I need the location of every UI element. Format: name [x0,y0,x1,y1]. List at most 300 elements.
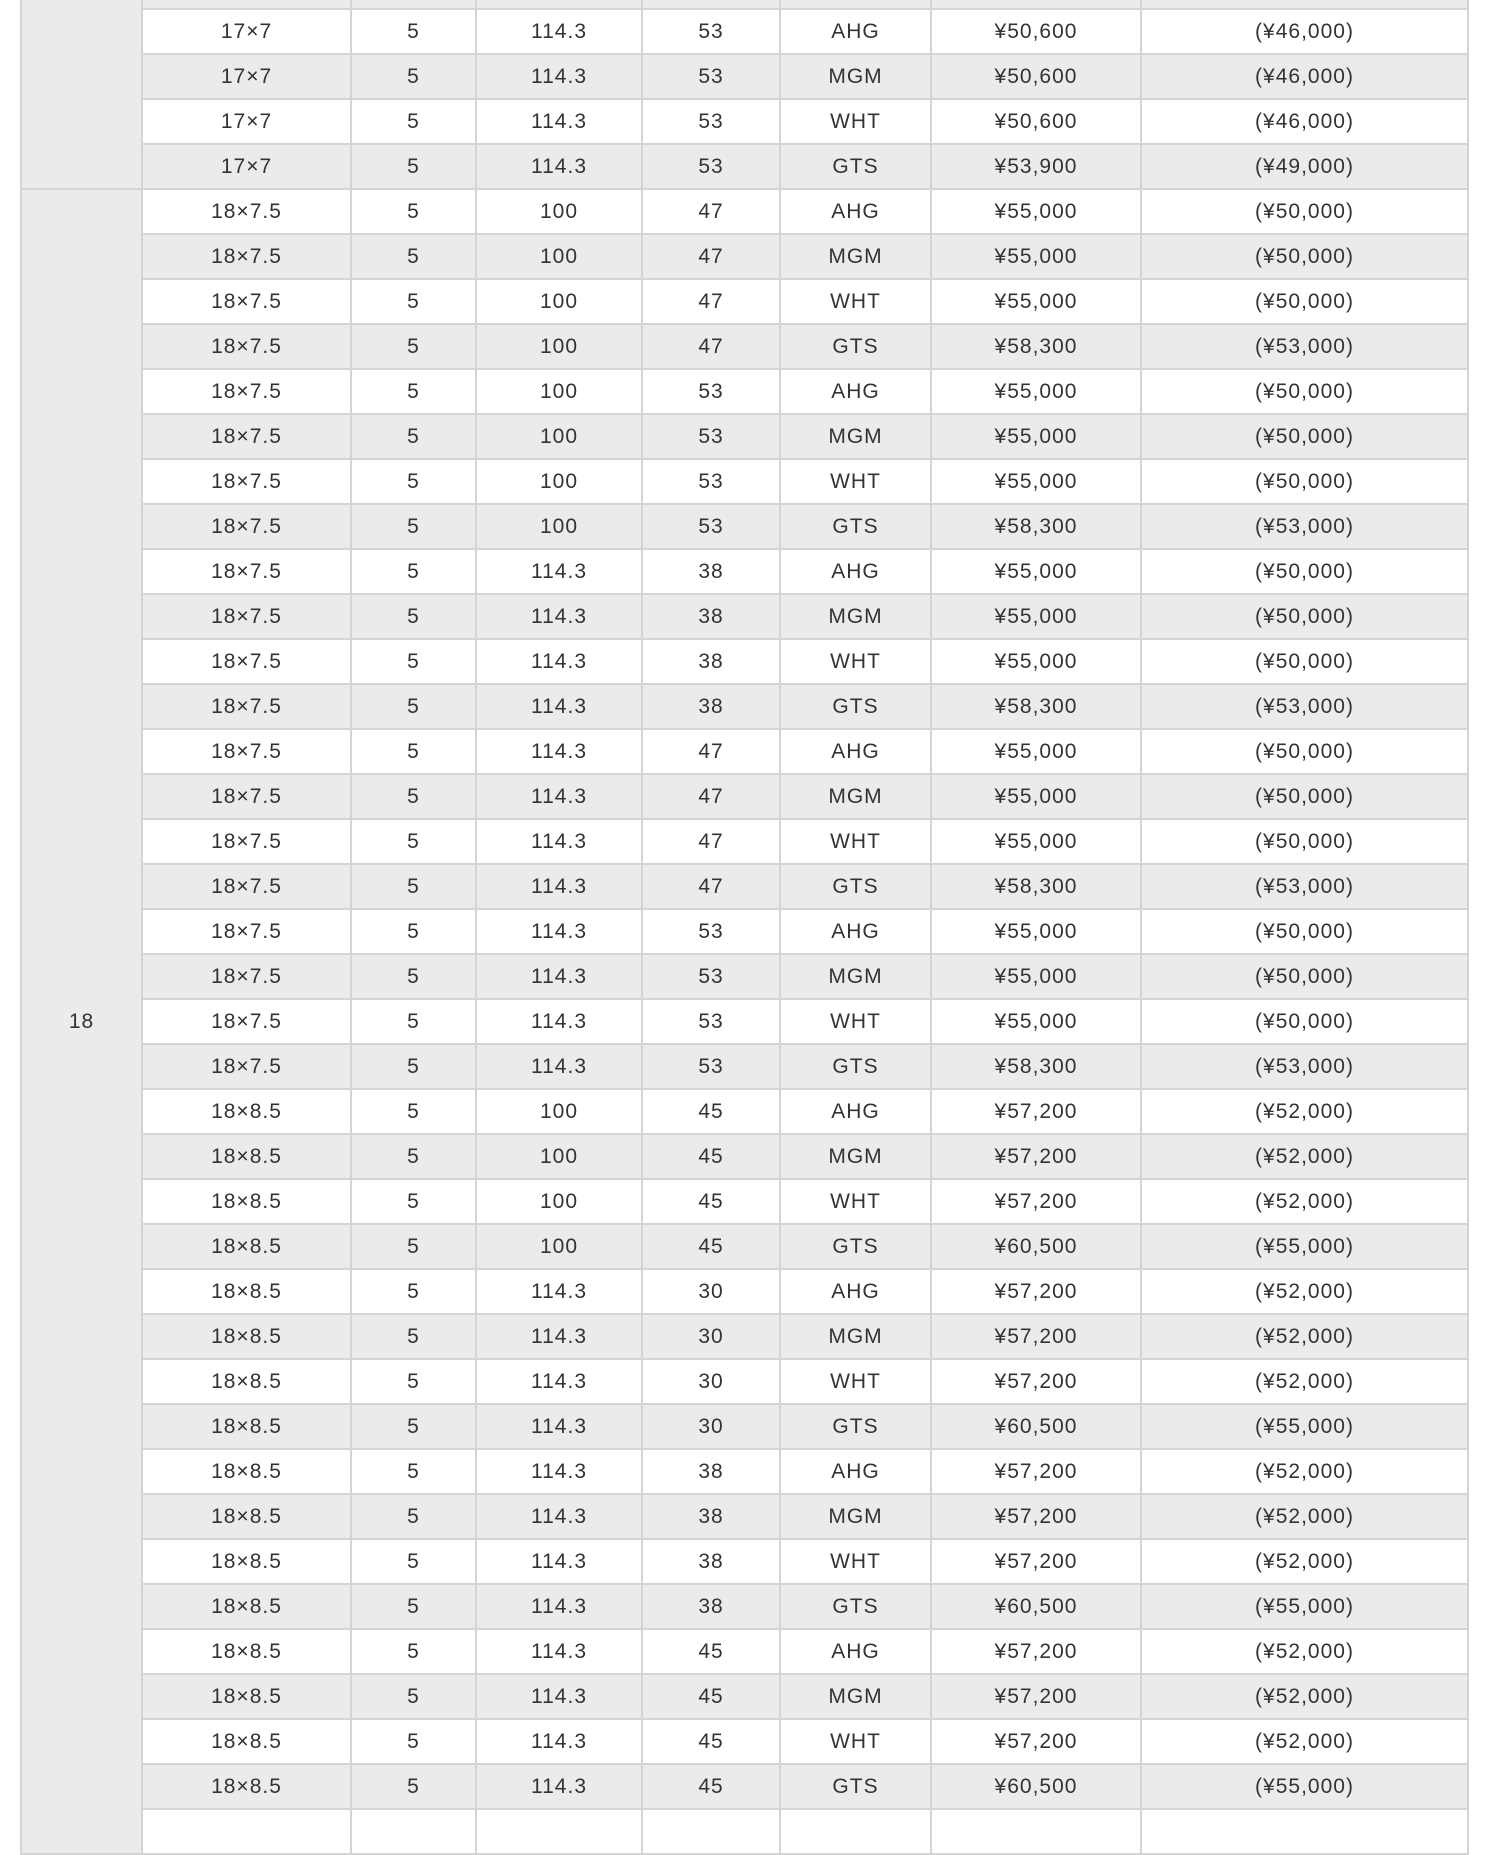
color-cell: WHT [780,99,931,144]
color-cell: AHG [780,729,931,774]
color-cell: AHG [780,1449,931,1494]
color-cell: GTS [780,1584,931,1629]
price-tax-excl-cell: (¥50,000) [1141,549,1468,594]
price-tax-incl-cell: ¥55,000 [931,999,1141,1044]
size-cell: 18×7.5 [142,279,351,324]
holes-cell: 5 [351,324,476,369]
pcd-cell: 114.3 [476,549,642,594]
price-tax-excl-cell: (¥46,000) [1141,54,1468,99]
holes-cell: 5 [351,189,476,234]
color-cell: MGM [780,774,931,819]
offset-cell [642,0,780,9]
price-tax-excl-cell [1141,0,1468,9]
price-tax-incl-cell: ¥57,200 [931,1359,1141,1404]
size-cell: 17×7 [142,9,351,54]
offset-cell: 47 [642,774,780,819]
price-tax-excl-cell: (¥50,000) [1141,774,1468,819]
table-row [21,234,1468,279]
pcd-cell: 114.3 [476,1314,642,1359]
offset-cell: 53 [642,144,780,189]
inch-group-cell [21,0,142,189]
pcd-cell: 114.3 [476,729,642,774]
price-tax-excl-cell: (¥50,000) [1141,639,1468,684]
offset-cell: 45 [642,1764,780,1809]
offset-cell: 38 [642,1494,780,1539]
size-cell: 18×7.5 [142,729,351,774]
table-row [21,9,1468,54]
holes-cell: 5 [351,1269,476,1314]
price-tax-incl-cell: ¥50,600 [931,99,1141,144]
size-cell: 17×7 [142,54,351,99]
price-tax-excl-cell: (¥55,000) [1141,1764,1468,1809]
size-cell: 18×8.5 [142,1134,351,1179]
price-tax-incl-cell: ¥57,200 [931,1089,1141,1134]
offset-cell: 53 [642,909,780,954]
pcd-cell: 114.3 [476,594,642,639]
price-tax-excl-cell: (¥55,000) [1141,1584,1468,1629]
price-tax-excl-cell: (¥53,000) [1141,684,1468,729]
price-tax-excl-cell: (¥52,000) [1141,1089,1468,1134]
price-tax-incl-cell [931,1809,1141,1854]
pcd-cell: 100 [476,1134,642,1179]
color-cell: MGM [780,594,931,639]
table-row [21,549,1468,594]
price-tax-incl-cell: ¥55,000 [931,774,1141,819]
price-tax-incl-cell: ¥55,000 [931,189,1141,234]
size-cell: 18×7.5 [142,504,351,549]
price-tax-excl-cell: (¥53,000) [1141,864,1468,909]
pcd-cell: 100 [476,414,642,459]
offset-cell: 30 [642,1269,780,1314]
table-row [21,144,1468,189]
color-cell: WHT [780,279,931,324]
holes-cell: 5 [351,1494,476,1539]
color-cell: WHT [780,999,931,1044]
pcd-cell: 114.3 [476,9,642,54]
price-tax-incl-cell: ¥55,000 [931,459,1141,504]
pcd-cell: 100 [476,369,642,414]
pcd-cell: 114.3 [476,1674,642,1719]
wheel-price-table-wrapper [20,0,1467,1855]
table-row [21,99,1468,144]
price-tax-incl-cell: ¥55,000 [931,549,1141,594]
holes-cell: 5 [351,819,476,864]
pcd-cell: 114.3 [476,684,642,729]
color-cell: WHT [780,1359,931,1404]
price-tax-incl-cell: ¥57,200 [931,1314,1141,1359]
color-cell: GTS [780,1404,931,1449]
offset-cell: 53 [642,459,780,504]
size-cell: 18×7.5 [142,594,351,639]
size-cell: 18×7.5 [142,819,351,864]
holes-cell: 5 [351,1404,476,1449]
pcd-cell: 114.3 [476,1404,642,1449]
offset-cell: 45 [642,1134,780,1179]
price-tax-incl-cell: ¥55,000 [931,234,1141,279]
holes-cell: 5 [351,234,476,279]
price-tax-incl-cell: ¥55,000 [931,369,1141,414]
holes-cell: 5 [351,279,476,324]
size-cell: 18×8.5 [142,1719,351,1764]
pcd-cell: 114.3 [476,1629,642,1674]
offset-cell: 38 [642,1584,780,1629]
offset-cell: 45 [642,1674,780,1719]
table-row [21,189,1468,234]
pcd-cell: 114.3 [476,1449,642,1494]
holes-cell: 5 [351,9,476,54]
pcd-cell: 100 [476,1179,642,1224]
pcd-cell: 114.3 [476,639,642,684]
table-row [21,1134,1468,1179]
price-tax-incl-cell: ¥57,200 [931,1179,1141,1224]
table-row [21,594,1468,639]
holes-cell: 5 [351,684,476,729]
color-cell: MGM [780,1494,931,1539]
table-row [21,1494,1468,1539]
color-cell: GTS [780,504,931,549]
size-cell: 18×8.5 [142,1629,351,1674]
price-tax-excl-cell: (¥52,000) [1141,1494,1468,1539]
table-row [21,954,1468,999]
price-tax-incl-cell: ¥55,000 [931,729,1141,774]
pcd-cell: 114.3 [476,999,642,1044]
pcd-cell: 114.3 [476,1269,642,1314]
color-cell: WHT [780,639,931,684]
price-tax-excl-cell: (¥52,000) [1141,1674,1468,1719]
holes-cell: 5 [351,414,476,459]
price-tax-excl-cell: (¥50,000) [1141,729,1468,774]
pcd-cell: 114.3 [476,864,642,909]
color-cell: MGM [780,54,931,99]
price-tax-excl-cell: (¥50,000) [1141,414,1468,459]
price-tax-incl-cell: ¥55,000 [931,279,1141,324]
table-row [21,1719,1468,1764]
size-cell: 18×7.5 [142,684,351,729]
holes-cell: 5 [351,1584,476,1629]
size-cell: 18×7.5 [142,414,351,459]
color-cell: AHG [780,549,931,594]
pcd-cell: 100 [476,189,642,234]
offset-cell: 38 [642,1539,780,1584]
color-cell: MGM [780,1674,931,1719]
table-row [21,54,1468,99]
size-cell [142,0,351,9]
price-tax-incl-cell: ¥57,200 [931,1134,1141,1179]
price-tax-incl-cell: ¥57,200 [931,1674,1141,1719]
price-tax-incl-cell: ¥57,200 [931,1719,1141,1764]
pcd-cell: 100 [476,459,642,504]
table-row [21,1359,1468,1404]
offset-cell: 53 [642,1044,780,1089]
pcd-cell: 114.3 [476,1044,642,1089]
offset-cell: 53 [642,999,780,1044]
table-row [21,1584,1468,1629]
table-row [21,774,1468,819]
price-tax-incl-cell: ¥55,000 [931,954,1141,999]
table-row [21,639,1468,684]
holes-cell: 5 [351,774,476,819]
price-tax-incl-cell: ¥58,300 [931,1044,1141,1089]
holes-cell [351,0,476,9]
color-cell: WHT [780,1179,931,1224]
table-row [21,1809,1468,1854]
price-tax-incl-cell: ¥60,500 [931,1764,1141,1809]
price-tax-incl-cell: ¥57,200 [931,1539,1141,1584]
price-tax-excl-cell: (¥52,000) [1141,1539,1468,1584]
color-cell: GTS [780,324,931,369]
price-tax-excl-cell: (¥49,000) [1141,144,1468,189]
price-tax-excl-cell: (¥52,000) [1141,1449,1468,1494]
table-row [21,1044,1468,1089]
offset-cell: 47 [642,279,780,324]
price-tax-incl-cell: ¥50,600 [931,9,1141,54]
offset-cell: 53 [642,414,780,459]
offset-cell: 45 [642,1629,780,1674]
color-cell: AHG [780,1089,931,1134]
pcd-cell: 114.3 [476,1719,642,1764]
price-tax-excl-cell: (¥52,000) [1141,1629,1468,1674]
offset-cell: 45 [642,1224,780,1269]
offset-cell: 47 [642,234,780,279]
pcd-cell [476,0,642,9]
price-tax-excl-cell: (¥52,000) [1141,1269,1468,1314]
holes-cell: 5 [351,729,476,774]
price-tax-excl-cell: (¥50,000) [1141,459,1468,504]
offset-cell: 47 [642,729,780,774]
holes-cell: 5 [351,549,476,594]
holes-cell: 5 [351,1314,476,1359]
holes-cell: 5 [351,594,476,639]
price-tax-excl-cell: (¥50,000) [1141,189,1468,234]
price-tax-excl-cell: (¥50,000) [1141,369,1468,414]
color-cell: GTS [780,684,931,729]
offset-cell: 38 [642,594,780,639]
holes-cell: 5 [351,1449,476,1494]
pcd-cell: 100 [476,324,642,369]
size-cell: 18×7.5 [142,909,351,954]
price-tax-incl-cell: ¥60,500 [931,1584,1141,1629]
offset-cell: 47 [642,189,780,234]
size-cell: 18×7.5 [142,639,351,684]
price-tax-excl-cell: (¥50,000) [1141,999,1468,1044]
offset-cell: 47 [642,864,780,909]
price-tax-incl-cell: ¥50,600 [931,54,1141,99]
holes-cell [351,1809,476,1854]
color-cell: MGM [780,1314,931,1359]
size-cell: 18×7.5 [142,234,351,279]
size-cell: 17×7 [142,99,351,144]
pcd-cell: 114.3 [476,954,642,999]
price-tax-excl-cell: (¥50,000) [1141,954,1468,999]
holes-cell: 5 [351,1134,476,1179]
offset-cell: 30 [642,1314,780,1359]
color-cell: MGM [780,234,931,279]
holes-cell: 5 [351,1359,476,1404]
wheel-price-table [20,0,1469,1855]
holes-cell: 5 [351,1764,476,1809]
offset-cell: 47 [642,819,780,864]
color-cell: AHG [780,9,931,54]
color-cell: WHT [780,819,931,864]
table-row [21,369,1468,414]
holes-cell: 5 [351,909,476,954]
color-cell: WHT [780,1719,931,1764]
price-tax-excl-cell: (¥52,000) [1141,1314,1468,1359]
pcd-cell: 114.3 [476,1764,642,1809]
holes-cell: 5 [351,954,476,999]
size-cell: 18×7.5 [142,369,351,414]
offset-cell [642,1809,780,1854]
table-row [21,1179,1468,1224]
price-tax-incl-cell: ¥55,000 [931,639,1141,684]
size-cell: 18×7.5 [142,459,351,504]
table-row [21,1764,1468,1809]
price-tax-incl-cell: ¥55,000 [931,414,1141,459]
table-row [21,1539,1468,1584]
offset-cell: 38 [642,639,780,684]
table-row [21,279,1468,324]
offset-cell: 53 [642,9,780,54]
price-tax-excl-cell: (¥52,000) [1141,1134,1468,1179]
color-cell: WHT [780,1539,931,1584]
price-tax-incl-cell: ¥57,200 [931,1494,1141,1539]
offset-cell: 53 [642,954,780,999]
holes-cell: 5 [351,99,476,144]
holes-cell: 5 [351,1179,476,1224]
size-cell: 18×8.5 [142,1494,351,1539]
price-tax-incl-cell: ¥58,300 [931,864,1141,909]
color-cell: MGM [780,1134,931,1179]
size-cell: 17×7 [142,144,351,189]
price-tax-incl-cell: ¥57,200 [931,1629,1141,1674]
pcd-cell: 100 [476,279,642,324]
holes-cell: 5 [351,459,476,504]
table-row [21,999,1468,1044]
inch-group-cell: 18 [21,189,142,1854]
price-tax-excl-cell: (¥55,000) [1141,1224,1468,1269]
size-cell: 18×7.5 [142,189,351,234]
color-cell: GTS [780,144,931,189]
price-tax-excl-cell: (¥52,000) [1141,1179,1468,1224]
holes-cell: 5 [351,54,476,99]
price-tax-incl-cell: ¥60,500 [931,1404,1141,1449]
pcd-cell: 114.3 [476,54,642,99]
holes-cell: 5 [351,504,476,549]
size-cell: 18×8.5 [142,1764,351,1809]
offset-cell: 38 [642,549,780,594]
color-cell [780,0,931,9]
table-row [21,414,1468,459]
holes-cell: 5 [351,1629,476,1674]
offset-cell: 53 [642,504,780,549]
size-cell: 18×8.5 [142,1359,351,1404]
size-cell: 18×8.5 [142,1179,351,1224]
table-row [21,1089,1468,1134]
pcd-cell: 114.3 [476,909,642,954]
price-tax-excl-cell: (¥50,000) [1141,909,1468,954]
size-cell: 18×8.5 [142,1674,351,1719]
price-tax-excl-cell: (¥53,000) [1141,324,1468,369]
color-cell: MGM [780,954,931,999]
table-row [21,459,1468,504]
color-cell: MGM [780,414,931,459]
color-cell: AHG [780,369,931,414]
pcd-cell [476,1809,642,1854]
price-tax-excl-cell: (¥50,000) [1141,594,1468,639]
holes-cell: 5 [351,1674,476,1719]
pcd-cell: 114.3 [476,144,642,189]
table-row [21,729,1468,774]
table-row [21,1314,1468,1359]
color-cell [780,1809,931,1854]
table-row [21,324,1468,369]
size-cell: 18×8.5 [142,1089,351,1134]
pcd-cell: 114.3 [476,1584,642,1629]
offset-cell: 53 [642,99,780,144]
table-row [21,1224,1468,1269]
pcd-cell: 114.3 [476,774,642,819]
holes-cell: 5 [351,369,476,414]
table-row [21,1404,1468,1449]
color-cell: AHG [780,1269,931,1314]
table-row [21,909,1468,954]
price-tax-excl-cell: (¥50,000) [1141,819,1468,864]
size-cell: 18×7.5 [142,999,351,1044]
color-cell: AHG [780,909,931,954]
offset-cell: 45 [642,1089,780,1134]
price-tax-incl-cell: ¥57,200 [931,1269,1141,1314]
size-cell: 18×8.5 [142,1584,351,1629]
price-tax-excl-cell: (¥50,000) [1141,279,1468,324]
offset-cell: 38 [642,684,780,729]
table-row [21,504,1468,549]
pcd-cell: 114.3 [476,99,642,144]
price-tax-excl-cell [1141,1809,1468,1854]
color-cell: AHG [780,1629,931,1674]
size-cell: 18×8.5 [142,1269,351,1314]
price-tax-incl-cell: ¥58,300 [931,324,1141,369]
price-tax-excl-cell: (¥52,000) [1141,1359,1468,1404]
price-tax-excl-cell: (¥52,000) [1141,1719,1468,1764]
price-tax-incl-cell: ¥60,500 [931,1224,1141,1269]
price-tax-excl-cell: (¥50,000) [1141,234,1468,279]
pcd-cell: 100 [476,504,642,549]
offset-cell: 53 [642,54,780,99]
pcd-cell: 100 [476,1089,642,1134]
price-tax-incl-cell: ¥53,900 [931,144,1141,189]
color-cell: GTS [780,1764,931,1809]
holes-cell: 5 [351,1089,476,1134]
price-tax-excl-cell: (¥46,000) [1141,9,1468,54]
pcd-cell: 114.3 [476,1494,642,1539]
price-tax-incl-cell: ¥55,000 [931,909,1141,954]
pcd-cell: 114.3 [476,819,642,864]
holes-cell: 5 [351,1224,476,1269]
table-row [21,1269,1468,1314]
price-tax-excl-cell: (¥53,000) [1141,1044,1468,1089]
size-cell [142,1809,351,1854]
holes-cell: 5 [351,639,476,684]
offset-cell: 45 [642,1179,780,1224]
price-tax-incl-cell: ¥58,300 [931,504,1141,549]
price-tax-excl-cell: (¥53,000) [1141,504,1468,549]
size-cell: 18×7.5 [142,1044,351,1089]
holes-cell: 5 [351,864,476,909]
size-cell: 18×7.5 [142,864,351,909]
price-tax-incl-cell: ¥55,000 [931,594,1141,639]
offset-cell: 45 [642,1719,780,1764]
table-row [21,864,1468,909]
